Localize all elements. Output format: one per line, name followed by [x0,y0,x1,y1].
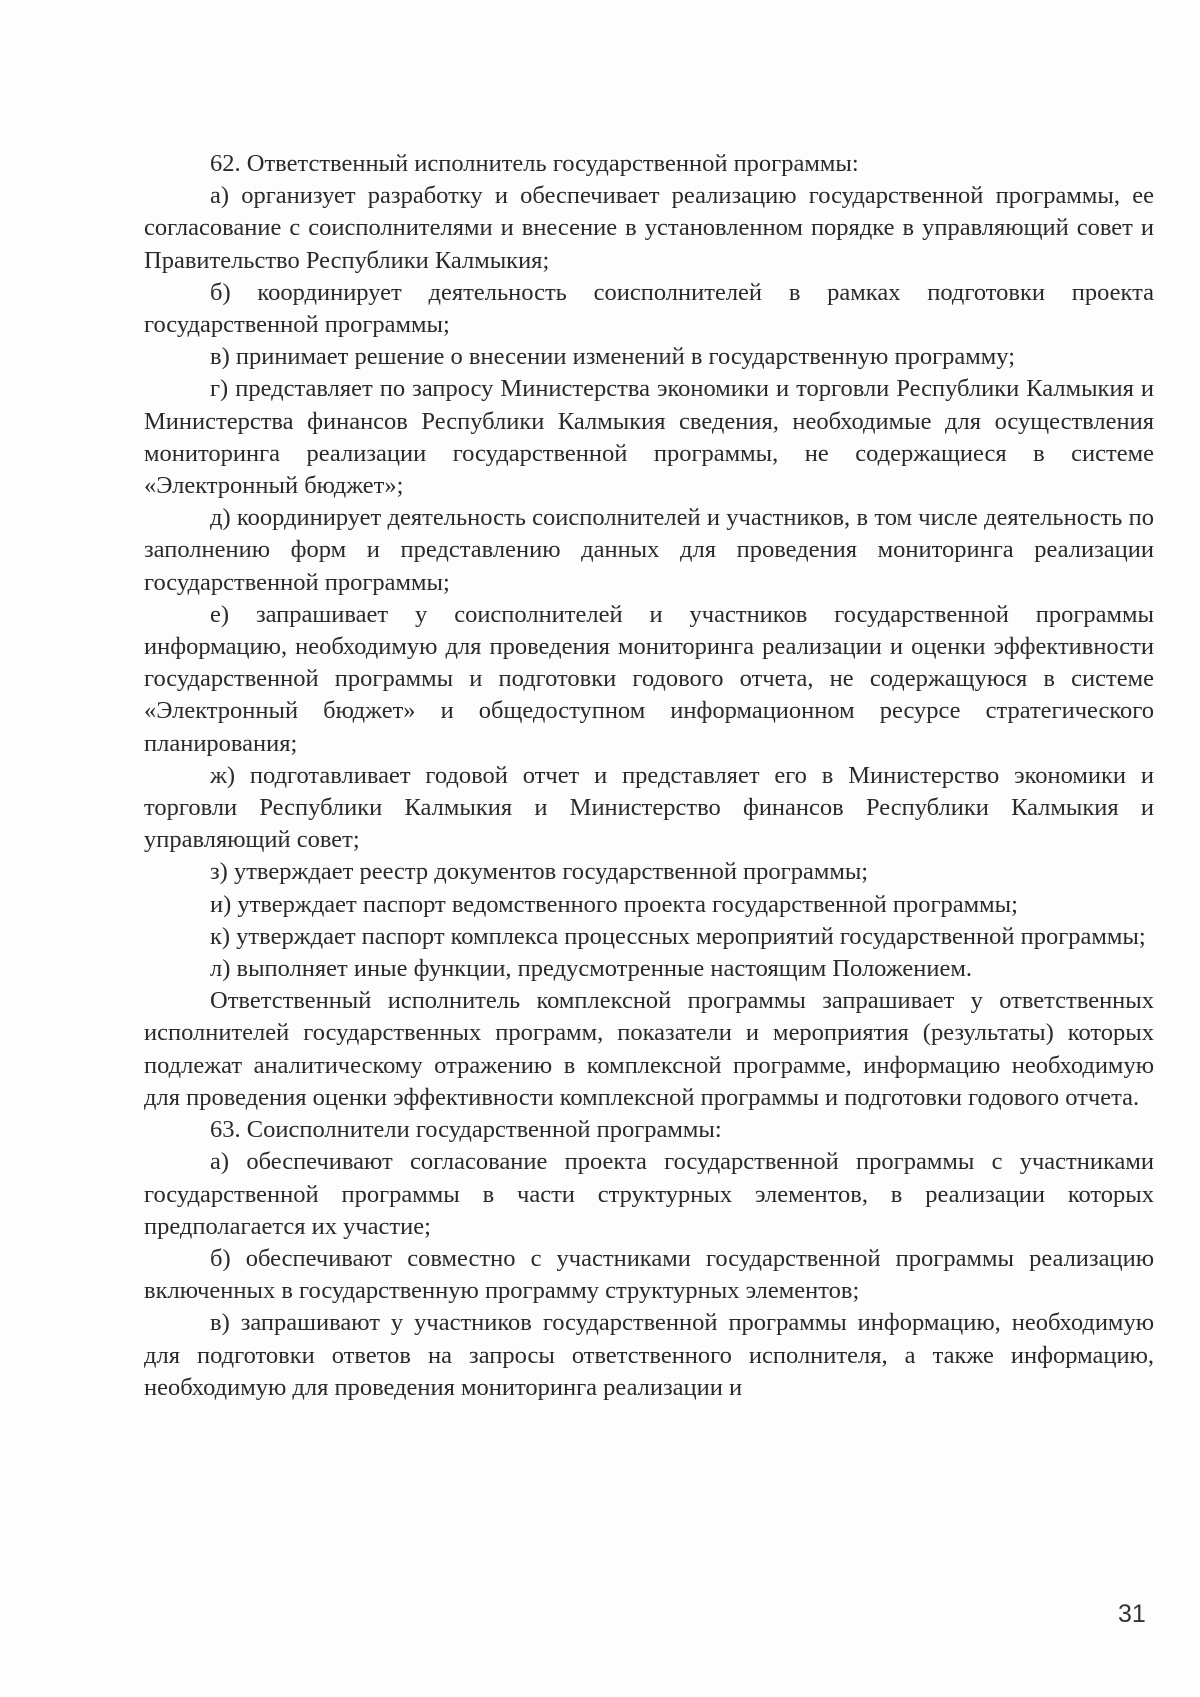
paragraph-62-heading: 62. Ответственный исполнитель государственной программы: [210,150,859,177]
paragraph-63-a: а) обеспечивают согласование проекта государственной программы с участниками государственной программы в части структурных элементов, в реализации которых предполагается их участие; [144,1148,1154,1240]
paragraph-62-v: в) принимает решение о внесении изменений в государственную программу; [210,343,1016,371]
paragraph-62-i: и) утверждает паспорт ведомственного проекта государственной программы; [210,890,1018,918]
paragraph-62-k: к) утверждает паспорт комплекса процессных мероприятий государственной программы; [210,922,1146,950]
paragraph-62-g: г) представляет по запросу Министерства экономики и торговли Республики Калмыкия и Министерства финансов Республики Калмыкия сведения, необходимые для осуществления мониторинга реализации государственной программы, не содержащиеся в системе «Электронный бюджет»; [144,375,1154,500]
paragraph-62-b: б) координирует деятельность соисполнителей в рамках подготовки проекта государственной программы; [144,278,1154,339]
paragraph-62-l: л) выполняет иные функции, предусмотренные настоящим Положением. [210,955,973,983]
paragraph-62-e: е) запрашивает у соисполнителей и участников государственной программы информацию, необходимую для проведения мониторинга реализации и оценки эффективности государственной программы и подготовки годового отчета, не содержащуюся в системе «Электронный бюджет» и общедоступном информационном ресурсе стратегического планирования; [144,600,1154,757]
paragraph-62-d: д) координирует деятельность соисполнителей и участников, в том числе деятельность по заполнению форм и представлению данных для проведения мониторинга реализации государственной программы; [144,504,1154,596]
paragraph-63-heading: 63. Соисполнители государственной программы: [210,1116,722,1144]
page-number: 31 [1118,1600,1146,1628]
paragraph-62-a: а) организует разработку и обеспечивает реализацию государственной программы, ее согласование с соисполнителями и внесение в установленном порядке в управляющий совет и Правительство Республики Калмыкия; [144,182,1154,274]
paragraph-complex-program: Ответственный исполнитель комплексной программы запрашивает у ответственных исполнителей государственных программ, показатели и мероприятия (результаты) которых подлежат аналитическому отражению в комплексной программе, информацию необходимую для проведения оценки эффективности комплексной программы и подготовки годового отчета. [144,987,1154,1111]
paragraph-62-z: з) утверждает реестр документов государственной программы; [210,858,869,886]
paragraph-63-v: в) запрашивают у участников государственной программы информацию, необходимую для подготовки ответов на запросы ответственного исполнителя, а также информацию, необходимую для проведения мониторинга реализации и [144,1309,1154,1401]
paragraph-62-zh: ж) подготавливает годовой отчет и представляет его в Министерство экономики и торговли Республики Калмыкия и Министерство финансов Республики Калмыкия и управляющий совет; [144,761,1154,854]
paragraph-63-b: б) обеспечивают совместно с участниками государственной программы реализацию включенных в государственную программу структурных элементов; [144,1244,1154,1305]
document-body [144,148,1154,1404]
